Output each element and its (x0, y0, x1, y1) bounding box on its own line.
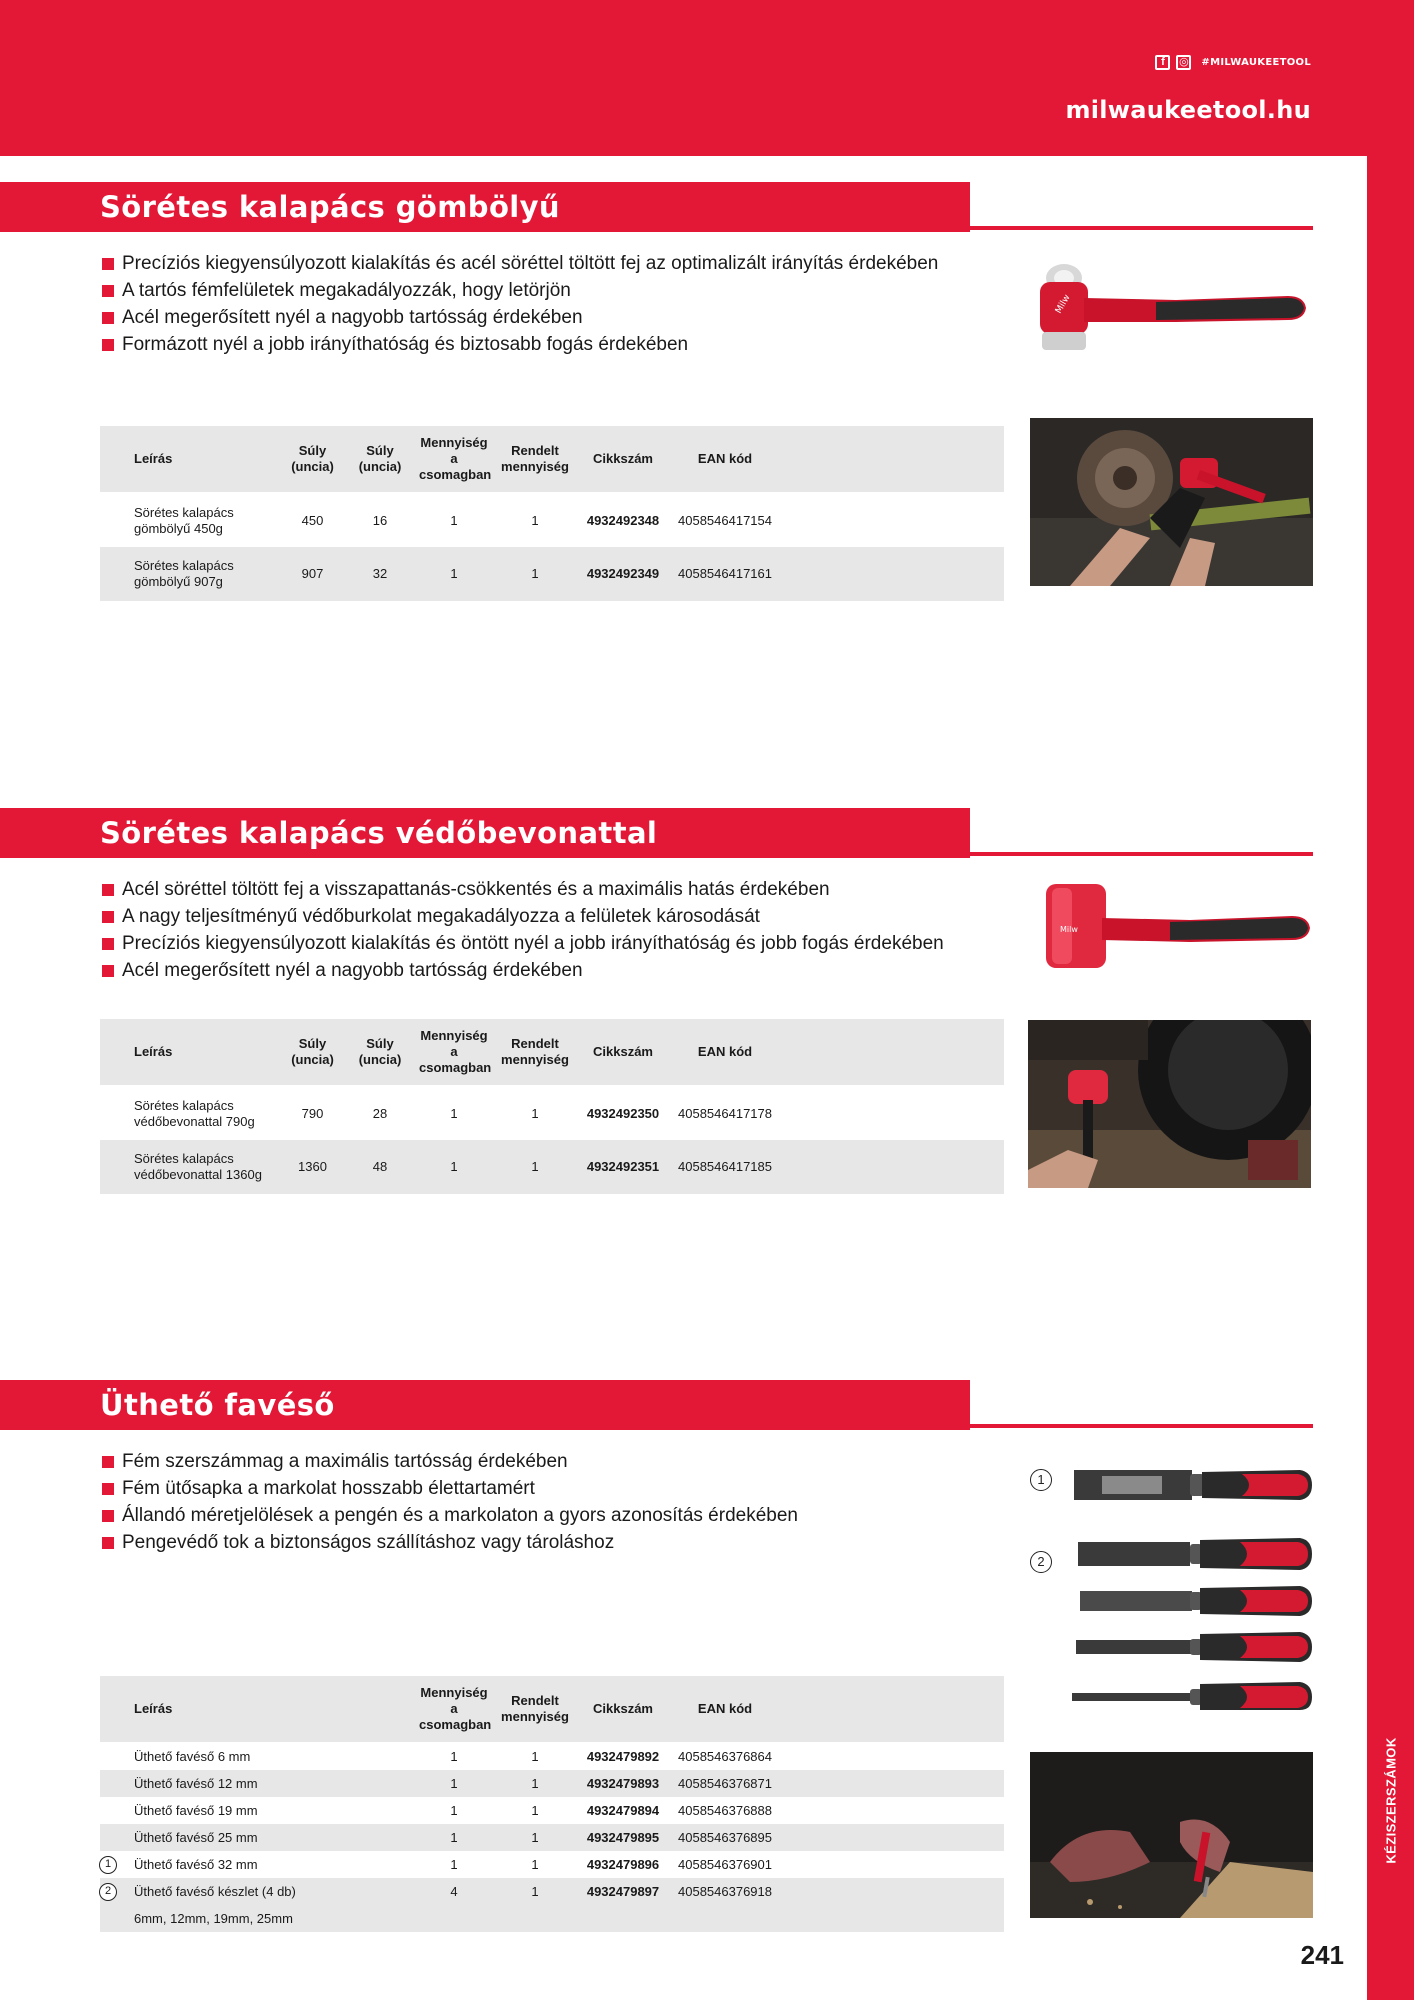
table-header-row (100, 1019, 1004, 1086)
col-article: Cikkszám (577, 1019, 669, 1086)
table-row (100, 1743, 1004, 1770)
cell-set-contents: 6mm, 12mm, 19mm, 25mm (100, 1905, 415, 1932)
cell-desc: Üthető favéső 6 mm (134, 1749, 251, 1764)
cell-order-qty: 1 (493, 1140, 577, 1194)
cell-spacer (781, 1824, 1004, 1851)
cell-weight-oz: 48 (345, 1140, 415, 1194)
feature-item: Acél söréttel töltött fej a visszapattanás-csökkentés és a maximális hatás érdekében (100, 876, 944, 903)
cell-weight-g: 907 (280, 547, 345, 601)
col-ean: EAN kód (669, 1019, 781, 1086)
instagram-icon[interactable]: ◎ (1176, 55, 1191, 70)
feature-item: Acél megerősített nyél a nagyobb tartósság érdekében (100, 304, 938, 331)
cell-qty-pack: 4 (415, 1878, 493, 1905)
cell-desc (100, 1140, 280, 1194)
cell-ean: 4058546376918 (669, 1878, 781, 1905)
cell-spacer (781, 1851, 1004, 1878)
col-weight-g: Súly (uncia) (280, 1019, 345, 1086)
feature-item: Fém szerszámmag a maximális tartósság érdekében (100, 1448, 798, 1475)
section-3-title-band (0, 1380, 970, 1430)
table-row (100, 1878, 1004, 1905)
table-row (100, 547, 1004, 601)
cell-weight-oz: 32 (345, 547, 415, 601)
table-row (100, 493, 1004, 547)
cell-weight-g: 1360 (280, 1140, 345, 1194)
image-marker-1: 1 (1030, 1469, 1052, 1491)
cell-article: 4932492350 (586, 1105, 660, 1121)
section-1-title-band (0, 182, 970, 232)
desc-line-2: gömbölyű 907g (134, 574, 223, 589)
cell-article: 4932479896 (586, 1856, 660, 1872)
table-row (100, 1086, 1004, 1140)
usage-photo-brake-hub (1030, 418, 1313, 586)
cell-desc (100, 1878, 415, 1905)
website-link[interactable]: milwaukeetool.hu (1065, 96, 1311, 124)
col-weight-oz: Súly (uncia) (345, 1019, 415, 1086)
cell-order-qty: 1 (493, 1824, 577, 1851)
col-desc: Leírás (100, 1676, 415, 1743)
section-2-spec-table (100, 1019, 1004, 1194)
cell-order-qty: 1 (531, 1749, 539, 1764)
table-row (100, 1140, 1004, 1194)
section-1-features (100, 250, 938, 358)
table-row (100, 1824, 1004, 1851)
social-links (1155, 55, 1311, 70)
desc-line-2: védőbevonattal 790g (134, 1113, 255, 1129)
col-ean: EAN kód (669, 1676, 781, 1743)
cell-weight-oz: 16 (372, 512, 388, 528)
desc-line-2: gömbölyű 450g (134, 520, 223, 536)
section-3-rule (0, 1424, 1313, 1428)
cell-article: 4932479895 (577, 1824, 669, 1851)
col-order-qty: Rendelt mennyiség (493, 426, 577, 493)
cell-ean: 4058546417161 (669, 547, 781, 601)
row-marker: 2 (99, 1883, 117, 1901)
col-desc: Leírás (100, 1019, 280, 1086)
feature-item: A nagy teljesítményű védőburkolat megakadályozza a felületek károsodását (100, 903, 944, 930)
table-row (100, 1770, 1004, 1797)
cell-desc: Üthető favéső 19 mm (134, 1802, 258, 1818)
cell-desc (100, 493, 280, 547)
cell-qty-pack: 1 (450, 1105, 458, 1121)
table-row (100, 1851, 1004, 1878)
section-1-title: Sörétes kalapács gömbölyű (100, 190, 560, 224)
cell-spacer (781, 493, 1004, 547)
section-3-features (100, 1448, 798, 1556)
table-row (100, 1797, 1004, 1824)
cell-article: 4932479893 (577, 1770, 669, 1797)
table-header-row (100, 1676, 1004, 1743)
usage-photo-chiseling (1030, 1752, 1313, 1918)
hashtag: #MILWAUKEETOOL (1201, 57, 1311, 68)
cell-qty-pack: 1 (450, 1802, 458, 1818)
cell-weight-g: 450 (301, 512, 324, 528)
cell-order-qty: 1 (493, 1878, 577, 1905)
cell-article: 4932492348 (586, 512, 660, 528)
cell-ean: 4058546417185 (669, 1140, 781, 1194)
cell-order-qty: 1 (493, 1770, 577, 1797)
cell-ean: 4058546376864 (678, 1749, 772, 1764)
cell-weight-g: 790 (301, 1105, 324, 1121)
product-image-ball-hammer (1026, 248, 1314, 372)
feature-item: Pengevédő tok a biztonságos szállításhoz vagy tároláshoz (100, 1529, 798, 1556)
cell-empty (781, 1905, 1004, 1932)
cell-empty (669, 1905, 781, 1932)
col-article: Cikkszám (577, 1676, 669, 1743)
col-qty-pack: Mennyiség a csomagban (415, 1019, 493, 1086)
desc-line-1: Sörétes kalapács (134, 1097, 234, 1113)
col-qty-pack: Mennyiség a csomagban (415, 1676, 493, 1743)
cell-article: 4932479892 (586, 1749, 660, 1764)
section-2-title: Sörétes kalapács védőbevonattal (100, 816, 658, 850)
feature-item: Acél megerősített nyél a nagyobb tartósság érdekében (100, 957, 944, 984)
col-spacer (781, 426, 1004, 493)
desc-line-2: védőbevonattal 1360g (134, 1167, 262, 1182)
cell-empty (577, 1905, 669, 1932)
section-2-features (100, 876, 944, 984)
row-marker: 1 (99, 1856, 117, 1874)
feature-item: Precíziós kiegyensúlyozott kialakítás és acél söréttel töltött fej az optimalizált irányítás érdekében (100, 250, 938, 277)
usage-photo-tyre (1028, 1020, 1311, 1188)
cell-article: 4932479894 (586, 1802, 660, 1818)
feature-item: Állandó méretjelölések a pengén és a markolaton a gyors azonosítás érdekében (100, 1502, 798, 1529)
cell-ean: 4058546376895 (669, 1824, 781, 1851)
cell-order-qty: 1 (531, 1856, 539, 1872)
facebook-icon[interactable]: f (1155, 55, 1170, 70)
col-desc: Leírás (100, 426, 280, 493)
table-row-set-contents (100, 1905, 1004, 1932)
svg-text:Milw: Milw (1060, 925, 1078, 934)
col-qty-pack: Mennyiség a csomagban (415, 426, 493, 493)
cell-empty (493, 1905, 577, 1932)
cell-empty (415, 1905, 493, 1932)
cell-qty-pack: 1 (450, 512, 458, 528)
cell-ean: 4058546417154 (678, 512, 772, 528)
cell-desc (100, 547, 280, 601)
section-3-spec-table (100, 1676, 1004, 1932)
section-1-rule (0, 226, 1313, 230)
cell-qty-pack: 1 (450, 1749, 458, 1764)
cell-ean: 4058546417178 (678, 1105, 772, 1121)
section-1-spec-table (100, 426, 1004, 601)
category-label-text: KÉZISZERSZÁMOK (1383, 1736, 1399, 1864)
cell-article: 4932479897 (577, 1878, 669, 1905)
cell-order-qty: 1 (493, 547, 577, 601)
cell-qty-pack: 1 (415, 1770, 493, 1797)
side-bar (1367, 156, 1414, 2000)
svg-text:Milw: Milw (1053, 293, 1073, 316)
cell-desc (100, 1086, 280, 1140)
cell-order-qty: 1 (531, 1105, 539, 1121)
cell-spacer (781, 1743, 1004, 1770)
cell-order-qty: 1 (531, 1802, 539, 1818)
cell-qty-pack: 1 (415, 1824, 493, 1851)
cell-desc: Üthető favéső 25 mm (100, 1824, 415, 1851)
cell-desc: Üthető favéső 12 mm (100, 1770, 415, 1797)
cell-spacer (781, 1770, 1004, 1797)
cell-spacer (781, 1878, 1004, 1905)
col-weight-oz: Súly (uncia) (345, 426, 415, 493)
col-order-qty: Rendelt mennyiség (493, 1676, 577, 1743)
cell-qty-pack: 1 (415, 1140, 493, 1194)
image-marker-2: 2 (1030, 1551, 1052, 1573)
feature-item: A tartós fémfelületek megakadályozzák, hogy letörjön (100, 277, 938, 304)
table-header-row (100, 426, 1004, 493)
cell-article: 4932492351 (577, 1140, 669, 1194)
col-weight-g: Súly (uncia) (280, 426, 345, 493)
section-2-title-band (0, 808, 970, 858)
cell-desc (100, 1851, 415, 1878)
cell-spacer (781, 1140, 1004, 1194)
cell-qty-pack: 1 (415, 547, 493, 601)
desc-line-1: Sörétes kalapács (134, 504, 234, 520)
feature-item: Fém ütősapka a markolat hosszabb élettartamért (100, 1475, 798, 1502)
section-3-title: Üthető favéső (100, 1388, 335, 1422)
cell-article: 4932492349 (577, 547, 669, 601)
desc-text: Üthető favéső készlet (4 db) (134, 1883, 296, 1899)
desc-text: Üthető favéső 32 mm (134, 1856, 258, 1872)
chisel-32mm-shape (1074, 1470, 1312, 1500)
product-image-dead-blow-hammer (1040, 874, 1314, 978)
col-order-qty: Rendelt mennyiség (493, 1019, 577, 1086)
cell-ean: 4058546376888 (678, 1802, 772, 1818)
cell-spacer (781, 1086, 1004, 1140)
cell-ean: 4058546376901 (678, 1856, 772, 1872)
cell-spacer (781, 547, 1004, 601)
page-number: 241 (1300, 1940, 1344, 1970)
cell-weight-oz: 28 (372, 1105, 388, 1121)
section-2-rule (0, 852, 1313, 856)
cell-spacer (781, 1797, 1004, 1824)
col-article: Cikkszám (577, 426, 669, 493)
product-image-chisels (1072, 1460, 1314, 1710)
header-band (0, 0, 1414, 156)
desc-line-1: Sörétes kalapács (134, 558, 234, 573)
cell-ean: 4058546376871 (669, 1770, 781, 1797)
feature-item: Precíziós kiegyensúlyozott kialakítás és öntött nyél a jobb irányíthatóság és jobb fogás érdekében (100, 930, 944, 957)
category-side-label (1374, 1735, 1408, 1865)
col-ean: EAN kód (669, 426, 781, 493)
feature-item: Formázott nyél a jobb irányíthatóság és biztosabb fogás érdekében (100, 331, 938, 358)
col-spacer (781, 1676, 1004, 1743)
cell-order-qty: 1 (531, 512, 539, 528)
col-spacer (781, 1019, 1004, 1086)
desc-line-1: Sörétes kalapács (134, 1151, 234, 1166)
cell-qty-pack: 1 (450, 1856, 458, 1872)
